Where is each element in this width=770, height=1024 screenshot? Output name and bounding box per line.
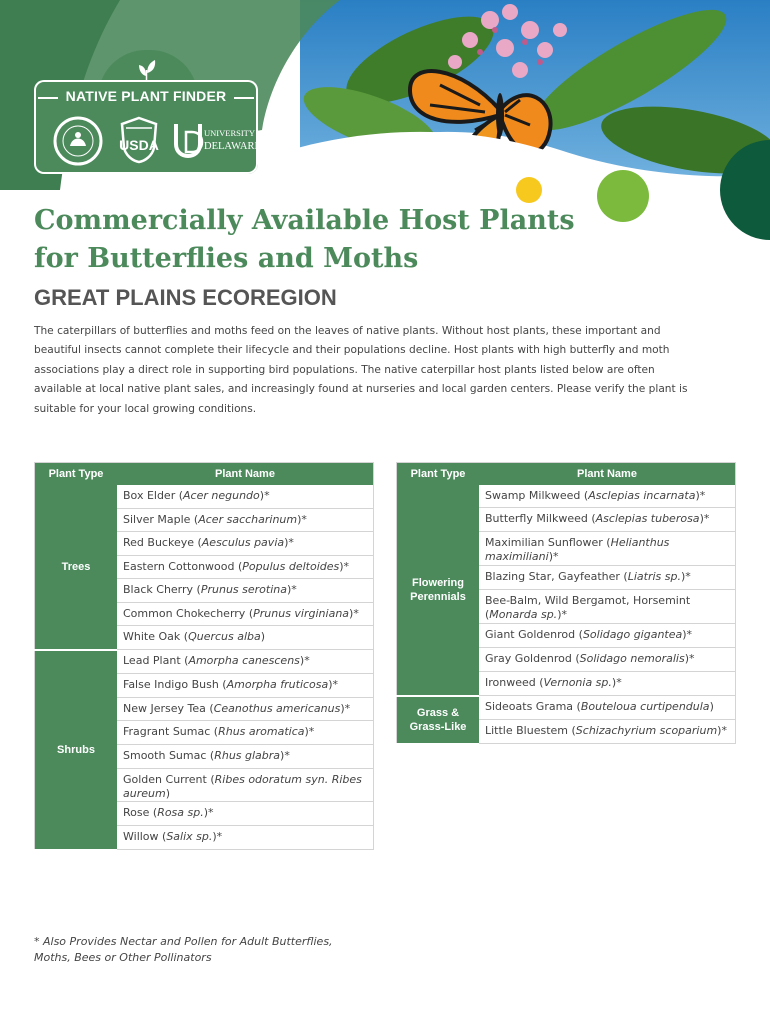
plant-name-cell: Eastern Cottonwood (Populus deltoides)* [117, 556, 374, 579]
latin-name: Asclepias incarnata [588, 489, 696, 502]
latin-name: Vernonia sp. [543, 676, 612, 689]
plant-name-cell: Red Buckeye (Aesculus pavia)* [117, 532, 374, 556]
common-name: Rose [123, 806, 150, 819]
common-name: Common Chokecherry [123, 607, 246, 620]
common-name: Smooth Sumac [123, 749, 207, 762]
latin-name: Ceanothus americanus [213, 702, 341, 715]
plant-name-cell: Giant Goldenrod (Solidago gigantea)* [479, 624, 736, 648]
plant-name-cell: Gray Goldenrod (Solidago nemoralis)* [479, 648, 736, 672]
latin-name: Prunus serotina [200, 583, 287, 596]
latin-name: Helianthus maximiliani [485, 536, 670, 563]
latin-name: Aesculus pavia [201, 536, 285, 549]
latin-name: Salix sp. [166, 830, 213, 843]
plant-name-cell: Common Chokecherry (Prunus virginiana)* [117, 603, 374, 626]
plant-name-cell: Black Cherry (Prunus serotina)* [117, 579, 374, 603]
common-name: Bee-Balm, Wild Bergamot, Horsemint [485, 594, 691, 607]
badge-title: NATIVE PLANT FINDER [65, 88, 227, 104]
latin-name: Solidago gigantea [582, 628, 683, 641]
plant-type-line: Grass-Like [409, 720, 467, 733]
latin-name: Solidago nemoralis [579, 652, 685, 665]
common-name: Lead Plant [123, 654, 181, 667]
svg-text:UNIVERSITY OF: UNIVERSITY OF [204, 128, 268, 138]
plant-name-cell: Fragrant Sumac (Rhus aromatica)* [117, 721, 374, 745]
latin-name: Acer negundo [183, 489, 260, 502]
plant-name-cell: Swamp Milkweed (Asclepias incarnata)* [479, 485, 736, 508]
common-name: False Indigo Bush [123, 678, 219, 691]
common-name: Red Buckeye [123, 536, 194, 549]
common-name: Black Cherry [123, 583, 194, 596]
plant-name-cell: New Jersey Tea (Ceanothus americanus)* [117, 698, 374, 721]
plant-name-cell: Golden Current (Ribes odoratum syn. Ribes aureum) [117, 769, 374, 802]
left-plant-table [34, 462, 374, 851]
plant-name-cell: Rose (Rosa sp.)* [117, 802, 374, 826]
common-name: New Jersey Tea [123, 702, 206, 715]
common-name: Butterfly Milkweed [485, 512, 588, 525]
latin-name: Rhus aromatica [218, 725, 305, 738]
latin-name: Asclepias tuberosa [595, 512, 700, 525]
plant-type-cell: Shrubs [35, 650, 118, 850]
table-row [35, 650, 374, 674]
common-name: Giant Goldenrod [485, 628, 576, 641]
common-name: Silver Maple [123, 513, 191, 526]
title-line-2: for Butterflies and Moths [34, 243, 419, 274]
table-row [397, 485, 736, 508]
plant-name-cell: Lead Plant (Amorpha canescens)* [117, 650, 374, 674]
latin-name: Prunus virginiana [253, 607, 350, 620]
common-name: White Oak [123, 630, 181, 643]
leaf-icon [134, 56, 160, 82]
plant-name-cell: False Indigo Bush (Amorpha fruticosa)* [117, 674, 374, 698]
table-row [35, 485, 374, 509]
common-name: Gray Goldenrod [485, 652, 572, 665]
common-name: Willow [123, 830, 159, 843]
intro-paragraph: The caterpillars of butterflies and moths feed on the leaves of native plants. Without host plants, these important and beautiful insects cannot complete their lifecycle and their populations decline. Host plants with high butterfly and moth associations play a direct role in supporting bird populations. The native caterpillar host plants listed below are often available at local native plant sales, and increasingly found at nurseries and local garden centers. Please verify the plant is suitable for your local growing conditions. [34, 325, 688, 415]
plant-name-cell: Ironweed (Vernonia sp.)* [479, 672, 736, 696]
wildlife-federation-seal [52, 116, 104, 166]
plant-name-cell: Sideoats Grama (Bouteloua curtipendula) [479, 696, 736, 720]
plant-name-cell: White Oak (Quercus alba) [117, 626, 374, 650]
footnote: * Also Provides Nectar and Pollen for Adult Butterflies, Moths, Bees or Other Pollinators [34, 935, 333, 964]
common-name: Ironweed [485, 676, 536, 689]
common-name: Box Elder [123, 489, 176, 502]
col-plant-name: Plant Name [479, 463, 736, 486]
latin-name: Acer saccharinum [198, 513, 298, 526]
plant-name-cell: Smooth Sumac (Rhus glabra)* [117, 745, 374, 769]
plant-name-cell: Silver Maple (Acer saccharinum)* [117, 509, 374, 532]
col-plant-name: Plant Name [117, 463, 374, 486]
plant-name-cell: Butterfly Milkweed (Asclepias tuberosa)* [479, 508, 736, 532]
latin-name: Schizachyrium scoparium [575, 724, 718, 737]
ecoregion-subtitle: GREAT PLAINS ECOREGION [34, 285, 337, 310]
common-name: Fragrant Sumac [123, 725, 211, 738]
common-name: Swamp Milkweed [485, 489, 581, 502]
latin-name: Bouteloua curtipendula [580, 700, 710, 713]
common-name: Maximilian Sunflower [485, 536, 603, 549]
latin-name: Amorpha canescens [188, 654, 300, 667]
plant-type-line: Grass & [416, 706, 460, 719]
title-line-1: Commercially Available Host Plants [34, 205, 575, 236]
latin-name: Liatris sp. [627, 570, 681, 583]
plant-name-cell: Blazing Star, Gayfeather (Liatris sp.)* [479, 566, 736, 590]
plant-name-cell: Willow (Salix sp.)* [117, 826, 374, 850]
latin-name: Rhus glabra [214, 749, 281, 762]
plant-name-cell: Box Elder (Acer negundo)* [117, 485, 374, 509]
latin-name: Ribes odoratum syn. Ribes aureum [123, 773, 362, 800]
plant-type-cell: Trees [35, 485, 118, 650]
latin-name: Rosa sp. [157, 806, 204, 819]
common-name: Blazing Star, Gayfeather [485, 570, 620, 583]
col-plant-type: Plant Type [397, 463, 480, 486]
latin-name: Quercus alba [188, 630, 261, 643]
plant-type-cell [397, 485, 480, 696]
plant-name-cell: Maximilian Sunflower (Helianthus maximiliani)* [479, 532, 736, 566]
common-name: Eastern Cottonwood [123, 560, 235, 573]
university-delaware-logo [172, 122, 268, 158]
plant-type-cell [397, 696, 480, 744]
table-row [397, 696, 736, 720]
col-plant-type: Plant Type [35, 463, 118, 486]
right-plant-table [396, 462, 736, 745]
forest-service-shield [118, 116, 160, 164]
svg-text:DELAWARE.: DELAWARE. [204, 141, 264, 152]
common-name: Little Bluestem [485, 724, 568, 737]
latin-name: Monarda sp. [489, 608, 558, 621]
plant-type-line: Perennials [410, 590, 466, 603]
plant-name-cell: Bee-Balm, Wild Bergamot, Horsemint (Monarda sp.)* [479, 590, 736, 624]
plant-type-line: Flowering [412, 576, 464, 589]
plant-name-cell: Little Bluestem (Schizachyrium scoparium)* [479, 720, 736, 744]
common-name: Golden Current [123, 773, 207, 786]
latin-name: Amorpha fruticosa [226, 678, 329, 691]
usda-shield-text: USDA [119, 137, 159, 153]
latin-name: Populus deltoides [242, 560, 340, 573]
page-title [34, 202, 594, 278]
common-name: Sideoats Grama [485, 700, 574, 713]
